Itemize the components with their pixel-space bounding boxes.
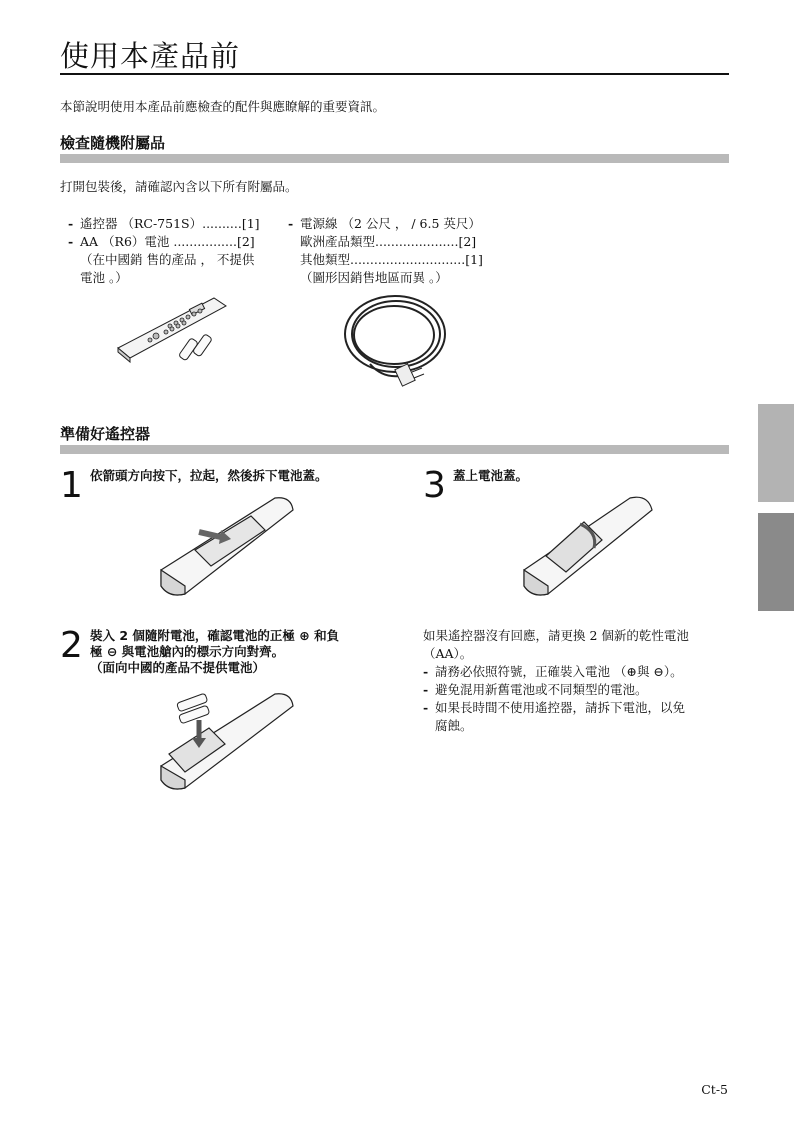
list-item: - AA （R6）電池 ................[2] <box>68 234 255 249</box>
step-3-text: 蓋上電池蓋。 <box>453 468 529 483</box>
section-bar-remote <box>60 445 729 454</box>
remote-insert-batteries-illustration <box>155 682 300 792</box>
remote-with-batteries-illustration <box>110 292 270 372</box>
list-note: （在中國銷 售的產品 ， 不提供 <box>80 252 255 267</box>
list-note: 腐蝕。 <box>435 718 473 733</box>
power-cord-illustration <box>340 292 450 388</box>
list-item: - 如果長時間不使用遙控器，請拆下電池，以免 <box>423 700 686 715</box>
remote-notes <box>423 627 689 735</box>
step-1-number: 1 <box>60 465 83 506</box>
remote-close-cover-illustration <box>518 490 663 600</box>
section-bar-accessories <box>60 154 729 163</box>
section-heading-remote: 準備好遙控器 <box>60 425 151 443</box>
list-note: （圖形因銷售地區而異 。） <box>300 270 448 285</box>
accessories-lead: 打開包裝後，請確認內含以下所有附屬品。 <box>60 179 298 194</box>
remote-open-cover-illustration <box>155 490 300 600</box>
note-line: （AA）。 <box>423 646 473 661</box>
accessories-right-list <box>288 215 483 287</box>
step-1-text: 依箭頭方向按下，拉起，然後拆下電池蓋。 <box>90 468 328 483</box>
list-item: - 遙控器 （RC-751S）..........[1] <box>68 216 260 231</box>
page-number: Ct-5 <box>701 1082 728 1097</box>
note-line: 如果遙控器沒有回應，請更換 2 個新的乾性電池 <box>423 628 689 643</box>
step-3-number: 3 <box>423 465 446 506</box>
list-sub-item: 其他類型.............................[1] <box>300 252 483 267</box>
list-note: 電池 。） <box>80 270 128 285</box>
list-item: - 請務必依照符號，正確裝入電池 （⊕與 ⊖）。 <box>423 664 683 679</box>
side-tab-upper <box>758 404 794 502</box>
list-sub-item: 歐洲產品類型.....................[2] <box>300 234 477 249</box>
list-item: - 電源線 （2 公尺 ， / 6.5 英尺） <box>288 216 481 231</box>
list-item: - 避免混用新舊電池或不同類型的電池。 <box>423 682 648 697</box>
side-tab-lower <box>758 513 794 611</box>
intro-text: 本節說明使用本產品前應檢查的配件與應瞭解的重要資訊。 <box>60 99 386 114</box>
page-title: 使用本產品前 <box>60 39 241 73</box>
step-2-text: 裝入 2 個隨附電池，確認電池的正極 ⊕ 和負 極 ⊖ 與電池艙內的標示方向對齊。 （面向中國的產品不提供電池） <box>90 628 340 675</box>
section-heading-accessories: 檢查隨機附屬品 <box>60 134 166 152</box>
step-2-number: 2 <box>60 625 83 666</box>
title-rule <box>60 73 729 75</box>
accessories-left-list <box>68 215 260 287</box>
